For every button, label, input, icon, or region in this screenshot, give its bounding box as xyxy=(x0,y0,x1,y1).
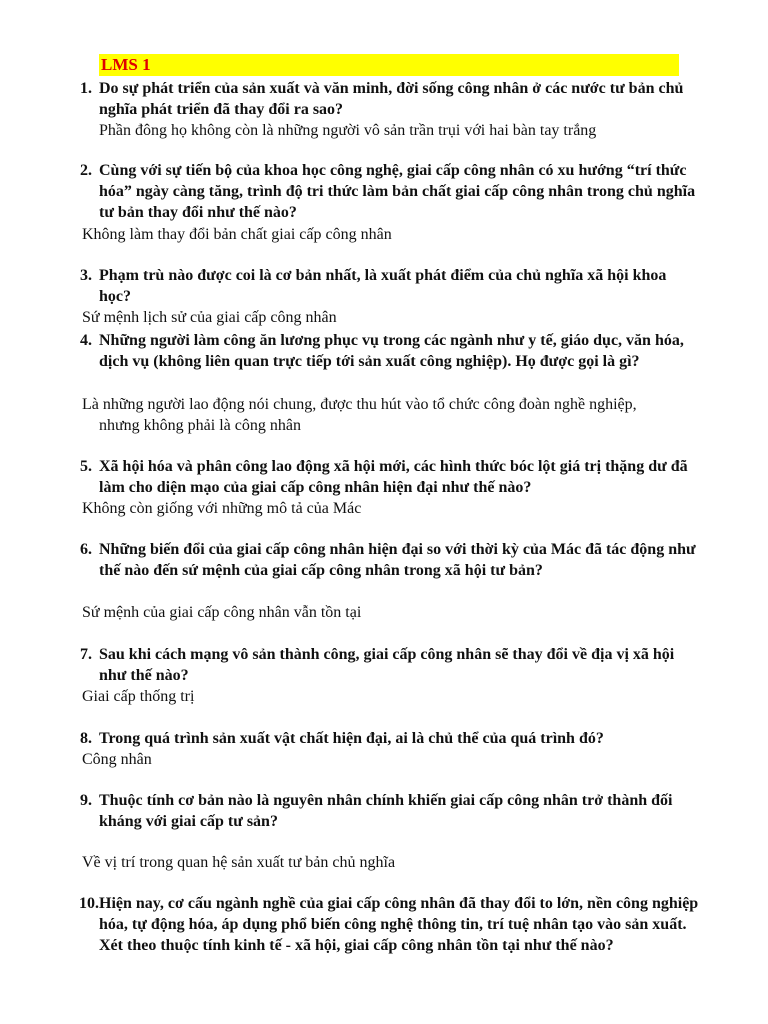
answer-text: Không còn giống với những mô tả của Mác xyxy=(82,500,362,517)
question-text xyxy=(80,160,699,223)
question-number: 10. xyxy=(79,895,99,912)
answer-text: Giai cấp thống trị xyxy=(82,688,195,705)
question-text xyxy=(80,728,699,749)
question-text xyxy=(80,456,699,498)
question-text xyxy=(80,78,699,120)
question-number: 2. xyxy=(80,162,92,179)
answer-text: Không làm thay đổi bản chất giai cấp công nhân xyxy=(82,226,392,243)
question-number: 5. xyxy=(80,458,92,475)
question-number: 9. xyxy=(80,792,92,809)
answer-text: Sứ mệnh của giai cấp công nhân vẫn tồn tại xyxy=(82,604,362,621)
question-body: Thuộc tính cơ bản nào là nguyên nhân chính khiến giai cấp công nhân trở thành đối kháng với giai cấp tư sản? xyxy=(99,792,673,830)
question-body: Xã hội hóa và phân công lao động xã hội mới, các hình thức bóc lột giá trị thặng dư đã làm cho diện mạo của giai cấp công nhân hiện đại như thế nào? xyxy=(99,458,688,496)
question-body: Trong quá trình sản xuất vật chất hiện đại, ai là chủ thể của quá trình đó? xyxy=(99,730,604,747)
answer-text: Phần đông họ không còn là những người vô sản trần trụi với hai bàn tay trắng xyxy=(99,122,597,139)
question-text xyxy=(80,539,699,581)
question-number: 7. xyxy=(80,646,92,663)
answer-text: Sứ mệnh lịch sử của giai cấp công nhân xyxy=(82,309,337,326)
question-text xyxy=(80,790,699,832)
title-highlight xyxy=(99,54,679,76)
question-text xyxy=(79,893,699,956)
question-text xyxy=(80,644,699,686)
question-number: 3. xyxy=(80,267,92,284)
question-body: Cùng với sự tiến bộ của khoa học công nghệ, giai cấp công nhân có xu hướng “trí thức hóa” ngày càng tăng, trình độ tri thức làm bản chất giai cấp công nhân trong chủ nghĩa tư bản thay đổi như thế nào? xyxy=(99,162,696,221)
document-title: LMS 1 xyxy=(101,55,151,74)
question-body: Phạm trù nào được coi là cơ bản nhất, là xuất phát điểm của chủ nghĩa xã hội khoa học? xyxy=(99,267,667,305)
question-body: Những biến đổi của giai cấp công nhân hiện đại so với thời kỳ của Mác đã tác động như thế nào đến sứ mệnh của giai cấp công nhân trong xã hội tư bản? xyxy=(99,541,696,579)
question-number: 6. xyxy=(80,541,92,558)
question-body: Sau khi cách mạng vô sản thành công, giai cấp công nhân sẽ thay đổi về địa vị xã hội như thế nào? xyxy=(99,646,675,684)
question-text xyxy=(80,265,699,307)
question-number: 4. xyxy=(80,332,92,349)
question-number: 8. xyxy=(80,730,92,747)
question-body: Do sự phát triển của sản xuất và văn minh, đời sống công nhân ở các nước tư bản chủ nghĩa phát triển đã thay đổi ra sao? xyxy=(99,80,684,118)
question-number: 1. xyxy=(80,80,92,97)
question-body: Hiện nay, cơ cấu ngành nghề của giai cấp công nhân đã thay đổi to lớn, nền công nghiệp hóa, tự động hóa, áp dụng phổ biến công nghệ thông tin, trí tuệ nhân tạo vào sản xuất. Xét theo thuộc tính kinh tế - xã hội, giai cấp công nhân tồn tại như thế nào? xyxy=(99,895,699,954)
question-body: Những người làm công ăn lương phục vụ trong các ngành như y tế, giáo dục, văn hóa, dịch vụ (không liên quan trực tiếp tới sản xuất công nghiệp). Họ được gọi là gì? xyxy=(99,332,684,370)
answer-text: Công nhân xyxy=(82,751,152,768)
answer-text: Về vị trí trong quan hệ sản xuất tư bản chủ nghĩa xyxy=(82,854,396,871)
answer-text: Là những người lao động nói chung, được thu hút vào tổ chức công đoàn nghề nghiệp, nhưng không phải là công nhân xyxy=(82,396,637,434)
question-text xyxy=(80,330,699,372)
